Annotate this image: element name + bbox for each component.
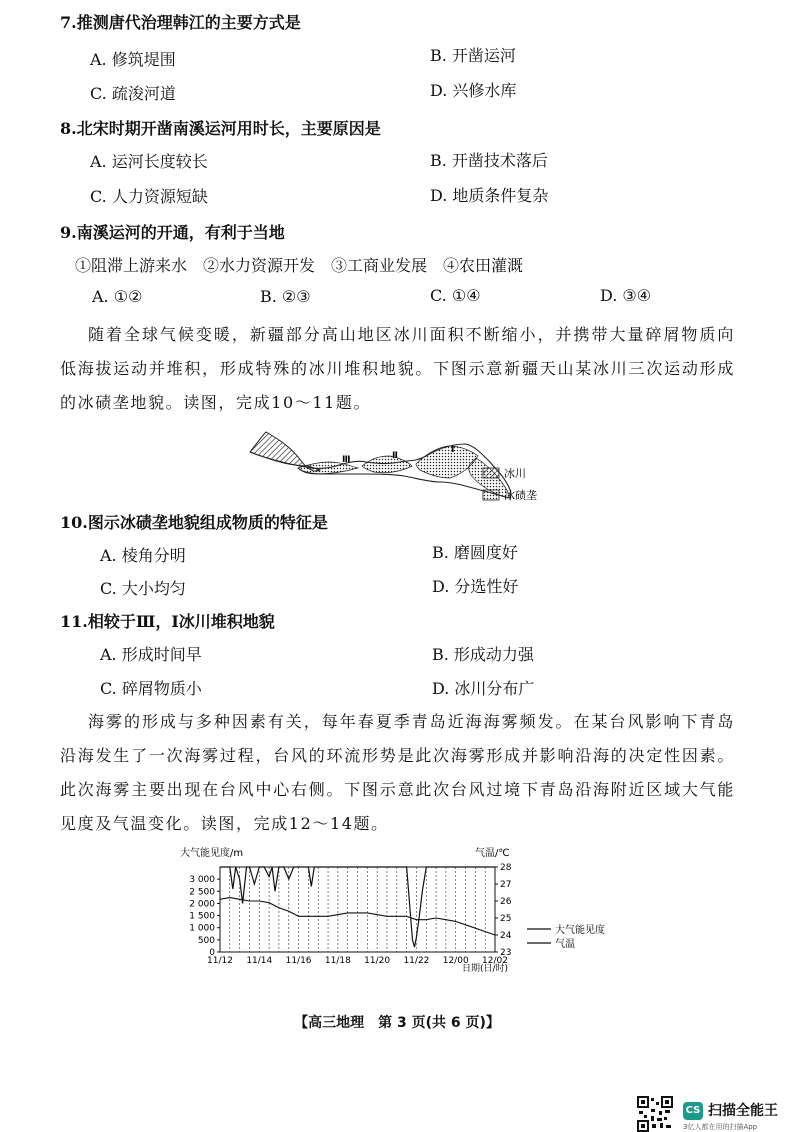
chart-x-tick-label: 11/14	[246, 956, 273, 966]
question-10-option-c: C. 大小均匀	[100, 579, 186, 598]
question-11-option-b: B. 形成动力强	[432, 645, 534, 664]
chart-x-tick-label: 11/18	[324, 956, 351, 966]
chart-y-left-tick-label: 500	[197, 935, 215, 946]
question-8-option-c: C. 人力资源短缺	[90, 187, 208, 206]
legend-glacier-swatch	[483, 468, 499, 478]
question-10-option-b: B. 磨圆度好	[432, 543, 518, 562]
legend-temperature-label: 气温	[555, 939, 575, 950]
question-9-option-b: B. ②③	[260, 287, 311, 306]
glacier-moraine-figure	[240, 422, 560, 512]
question-11-option-c: C. 碎屑物质小	[100, 679, 202, 698]
chart-x-tick-label: 11/20	[364, 956, 391, 966]
question-8-option-a: A. 运河长度较长	[90, 152, 208, 171]
question-10-option-a: A. 棱角分明	[100, 546, 186, 565]
moraine-label-3: Ⅲ	[342, 455, 351, 465]
chart-xlabel: 日期(日/时)	[462, 964, 509, 974]
question-8-option-d: D. 地质条件复杂	[430, 186, 549, 205]
legend-visibility-label: 大气能见度	[555, 925, 605, 936]
chart-x-tick-label: 11/16	[285, 956, 312, 966]
question-9-items: ①阻滞上游来水 ②水力资源开发 ③工商业发展 ④农田灌溉	[75, 256, 524, 275]
question-9-option-d: D. ③④	[600, 286, 652, 305]
page-footer: 【高三地理 第 3 页(共 6 页)】	[294, 1015, 500, 1031]
passage-glacier: 随着全球气候变暖，新疆部分高山地区冰川面积不断缩小，并携带大量碎屑物质向低海拔运动并堆积，形成特殊的冰川堆积地貌。下图示意新疆天山某冰川三次运动形成的冰碛垄地貌。读图，完成10～11题。	[60, 325, 735, 412]
chart-y-right-tick-label: 28	[500, 863, 512, 873]
chart-x-tick-label: 11/22	[403, 956, 430, 966]
moraine-label-1: Ⅰ	[451, 445, 455, 455]
chart-y-left-tick-label: 1 000	[189, 923, 215, 934]
camscanner-logo: CS	[683, 1102, 703, 1120]
question-7-option-d: D. 兴修水库	[430, 81, 517, 100]
chart-y-right-tick-label: 26	[500, 897, 512, 907]
legend-moraine-label: 冰碛垄	[504, 489, 537, 502]
question-10-stem: 10.图示冰碛垄地貌组成物质的特征是	[60, 513, 328, 532]
question-9-stem: 9.南溪运河的开通，有利于当地	[60, 223, 285, 242]
question-9-option-a: A. ①②	[92, 287, 143, 306]
question-7-option-b: B. 开凿运河	[430, 46, 516, 65]
chart-y-right-tick-label: 23	[500, 948, 512, 958]
question-7-option-a: A. 修筑堤围	[90, 50, 176, 69]
chart-y-right-tick-label: 27	[500, 880, 512, 890]
camscanner-tagline: 3亿人都在用的扫描App	[683, 1123, 758, 1131]
chart-y-left-tick-label: 1 500	[189, 911, 215, 922]
passage-sea-fog: 海雾的形成与多种因素有关，每年春夏季青岛近海海雾频发。在某台风影响下青岛沿海发生了一次海雾过程，台风的环流形势是此次海雾形成并影响沿海的决定性因素。此次海雾主要出现在台风中心右侧。下图示意此次台风过境下青岛沿海附近区域大气能见度及气温变化。读图，完成12～14题。	[60, 712, 735, 833]
chart-ylabel-right: 气温/℃	[475, 848, 510, 859]
question-10-option-d: D. 分选性好	[432, 577, 519, 596]
question-7-option-c: C. 疏浚河道	[90, 84, 176, 103]
chart-x-tick-label: 12/02	[482, 956, 508, 966]
visibility-temperature-chart	[175, 840, 645, 975]
chart-ylabel-left: 大气能见度/m	[180, 848, 244, 859]
chart-y-left-tick-label: 0	[209, 948, 215, 958]
chart-y-right-tick-label: 24	[500, 931, 512, 941]
camscanner-name: 扫描全能王	[708, 1103, 778, 1119]
legend-glacier-label: 冰川	[504, 467, 526, 480]
legend-moraine-swatch	[483, 490, 499, 500]
chart-x-tick-label: 12/00	[442, 956, 469, 966]
chart-x-tick-label: 11/12	[207, 956, 233, 966]
question-11-option-d: D. 冰川分布广	[432, 679, 535, 698]
chart-y-left-tick-label: 2 000	[189, 899, 215, 910]
chart-y-left-tick-label: 3 000	[189, 875, 215, 886]
question-11-option-a: A. 形成时间早	[100, 645, 202, 664]
qr-code-icon	[637, 1096, 673, 1132]
question-9-option-c: C. ①④	[430, 286, 481, 305]
question-7-stem: 7.推测唐代治理韩江的主要方式是	[60, 13, 301, 32]
moraine-ridge-2	[362, 456, 412, 473]
chart-y-right-tick-label: 25	[500, 914, 512, 924]
chart-y-left-tick-label: 2 500	[189, 887, 215, 898]
question-11-stem: 11.相较于Ⅲ，Ⅰ冰川堆积地貌	[60, 612, 275, 631]
question-8-stem: 8.北宋时期开凿南溪运河用时长，主要原因是	[60, 119, 381, 138]
question-8-option-b: B. 开凿技术落后	[430, 151, 548, 170]
moraine-ridge-3	[416, 446, 478, 478]
moraine-label-2: Ⅱ	[392, 451, 398, 461]
